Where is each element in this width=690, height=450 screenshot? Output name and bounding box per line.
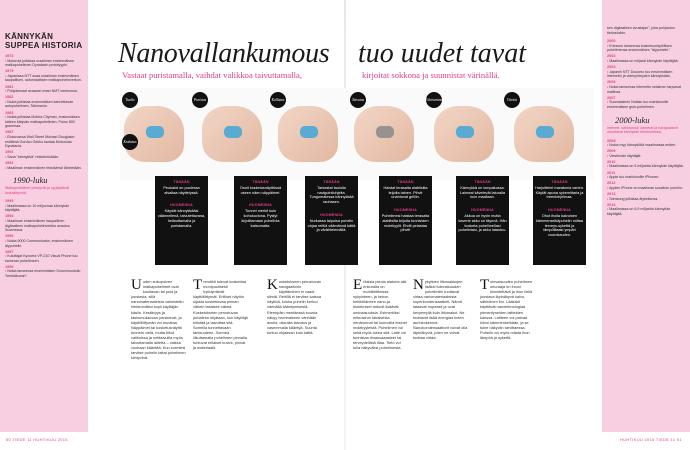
info-box [533,176,586,265]
timeline-text: Motorola julkistaa maailman ensimmäisen matkapuhelimen Dynatacin prototyypin. [5,58,74,68]
timeline-year: 2011 [607,170,616,175]
timeline-year: 1991 [5,150,14,155]
left-sidebar [0,0,88,432]
sidebar-intro: sen digitaalisen avustajan", joka pohjautuu tiedostoihin. [607,26,675,35]
bullet-icon: • [607,59,610,64]
timeline-text: Pohjoismaat avaavat oman NMT-verkkonsa. [7,89,78,94]
today-label: TÄNÄÄN [397,180,414,184]
tomorrow-text: Puhelimesi haistaa terasaita alablisilta teijolta tunnistaen molekyylit. Ehdit pelastaa pihvit! [381,213,430,233]
bullet-icon: • [607,69,610,74]
timeline-year: 1981 [5,84,14,89]
timeline-text: Sana "kännykkä" rekisteröidään. [7,154,59,159]
badge: Värinä [504,92,520,108]
timeline-year: 2007 [607,95,616,100]
badge: Taivutus [350,92,366,108]
timeline-text: Maailmassa on 10 miljoonaa kännykän käyttäjää. [5,203,70,213]
bullet-icon: • [607,207,610,212]
bullet-icon: • [607,43,610,48]
timeline-text: Samsung julkistaa älykellonsa. [609,196,659,201]
timeline-text: Nokia lanseeraa ensimmäisen Sononmuotoilu "kenkäkuvan". [5,269,81,279]
tomorrow-label: HUOMENNA [548,208,571,213]
timeline-item [5,199,83,213]
timeline-text: Nokia 9000 Communicator, ensimmäinen älypuhelin. [5,238,73,248]
badge: Puristus [192,92,208,108]
sidebar-title-line2: SUPPEA HISTORIA [5,41,83,50]
timeline-item [5,250,83,264]
era-title: 2000-luku [615,114,650,125]
timeline-text: Viestinnän käyttäjät. [609,153,642,158]
dropcap: T [193,277,203,293]
timeline-item [5,130,83,148]
bullet-icon: • [607,143,610,148]
bullet-icon: • [607,175,610,180]
timeline-item [607,54,685,63]
device-icon [224,126,242,138]
timeline-item [607,65,685,79]
device-icon [146,126,164,138]
bullet-icon: • [607,85,610,90]
timeline-list [5,199,83,279]
bullet-icon: • [5,154,8,159]
timeline-text: Nokia julkistaa Mobira Cityman, ensimmäisen käteen kätyvän matkapuhelimen. Paino 800 grammaa. [5,115,80,129]
era-subtitle: Matkapuhelimet yleistyvät ja syrjäyttävät lankaliittymät. [5,186,70,195]
era-title: 1990-luku [13,175,48,186]
dropcap: U [131,277,142,293]
right-sidebar [602,0,690,432]
bullet-icon: • [5,238,8,243]
badge: Kallistus [270,92,286,108]
timeline-year: 1992 [5,160,14,165]
today-text: Peukalot on puolessa alvaltaa näyttelyssä. [163,185,200,195]
timeline-text: Applen iPhone on maailman suosituin puhelin. [609,185,683,190]
hand-image [434,106,494,162]
timeline-item [607,192,685,201]
timeline-item [607,203,685,217]
bullet-icon: • [5,99,8,104]
timeline-text: Ericsson lanseeraa kosketusnäytöllisen puhelimensa ensimmäinen "älypuhelin". [607,43,672,53]
hand-image [354,106,414,162]
timeline-item [607,80,685,94]
bullet-icon: • [607,196,610,201]
column-paragraph [353,279,408,350]
device-icon [536,126,554,138]
timeline-item [5,150,83,159]
column-paragraph [413,279,468,340]
timeline-year: 1979 [5,69,14,74]
hand-image [514,106,574,162]
hand-image [278,106,338,162]
timeline-year: 1983 [5,110,14,115]
bullet-icon: • [5,219,8,224]
bullet-icon: • [607,153,610,158]
today-text: Kännykkä on lompakossa. Laimeat kävelevät laturalla kuin maallaan. [460,185,505,200]
timeline-item [5,95,83,109]
timeline-item [5,54,83,68]
era-subtitle: Internet, sähköposti, kamerat ja navigaattorit muuttavat kännykän tietokoneeksi. [607,125,678,134]
today-text: Tarkastat taululla navigointiohjelta. Tungomatessa kännykkää rauhasen. [309,185,354,205]
today-text: Harjoittelet maratonia varten. Käytät apuna sykemittaria ja treeniohjelmaa. [535,185,584,200]
timeline-year: 1999 [5,264,14,269]
article-column [267,279,322,335]
timeline-item [607,139,685,148]
tomorrow-text: Tunnet merkit kuin kohokuviona. Pystyt kirjoittamaan puhelinta katsomatta. [241,209,280,228]
timeline-year: 1987 [5,130,14,135]
info-box [305,176,358,265]
timeline-list [607,139,685,217]
timeline-text: Suomalainen Nokian tuo markkinoille ensimmäisen gsm-puhelimen. [607,100,669,109]
timeline-item [607,160,685,169]
article-column [193,279,248,350]
article-column [353,279,408,350]
bullet-icon: • [5,254,8,259]
tomorrow-label: HUOMENNA [471,208,494,213]
bullet-icon: • [5,73,8,78]
article-column [131,279,186,361]
dropcap: K [267,277,278,293]
timeline-text: Japanissa NTT avaa maailman ensimmäisen kaupallisen, automaattisen matkapuhelinverkon. [5,73,82,83]
sidebar-title [5,32,83,50]
tomorrow-text: Akkua on hyvin mutta kaverie akku on täynnä. Hän kosketa puhelimellasi puhelintasi, ja akku latautuu. [458,213,507,233]
timeline-year: 1996 [5,234,14,239]
hands-illustration [120,88,594,180]
timeline-text: Maailmassa on 5 miljardia kännykän käyttäjää. [609,164,684,169]
timeline-item [5,111,83,129]
headline-left: Nanovallankumous [118,38,330,69]
timeline-year: 2003 [607,65,616,70]
timeline-item [5,234,83,248]
timeline-year: 1973 [5,54,14,58]
column-text: ykyisten litiumakkujen lisäksi tulevaisuuden puhelimiiin tuottavat virtaa nanomateriaaleista superkondensaattorit. Nämä lataavat nopeasti ja ovat kevyempiä kuin litiumakut. Ne tuottavat lisää energiaa kuten aurinkokennot. Nanokondensaattorit voivat olla läpinäkyviä, joten ne voivat tuottaa virtaa. [413,279,468,341]
bullet-icon: • [5,58,8,63]
timeline-text: Apple tuo markkinoille iPhonen. [609,175,660,180]
timeline-text: Elokuvassa Wall Street Michael Douglasin esittämä Gordon Gekko kantaa Motorolan Dynatacia. [5,135,75,149]
info-box [379,176,432,265]
tomorrow-label: HUOMENNA [249,203,272,208]
deck-right: kirjoitat sokkona ja suunnistat värinällä. [362,70,500,80]
timeline-year: 1997 [5,249,14,254]
timeline-item [607,96,685,110]
info-box [456,176,509,265]
column-text: osketukseen perustuvan navigaattorin käyttäminen ei vaadi silmiä. Reitillä ei tarvitse katsoa näyttöä, koska puhelin kertoo värinällä kääntymisestä. Eteenpäin mentäessä suunta näkyy harvinaiseen värinään avulla, oikealla taivutus ja vasemmalla kääntyä. Suunta tuntuu ohjaavan kuin kättä. [267,279,322,335]
timeline-year: 1982 [5,95,14,100]
page-footer-left: 50 TIEDE 11 HUHTIKUU 2015 [6,437,68,442]
bullet-icon: • [5,165,8,170]
bullet-icon: • [5,115,8,120]
article-column [413,279,468,340]
today-text: Haistat terasaita alablisilta teijolta tainen. Pihvit unahtuvat grilliin. [383,185,428,200]
bullet-icon: • [5,269,8,274]
bullet-icon: • [607,185,610,190]
today-label: TÄNÄÄN [551,180,568,184]
tomorrow-text: Ohut iholla kalvoinen kämmenselkäpuhelin mittaa terveys-sykettä ja lämpötilaasi ympäri vuorokauden. [535,213,584,238]
badge: Tuulio [122,92,138,108]
timeline-text: Nokia lanseeraa internetin selaimen tarjoavat mallinsa. [607,85,682,94]
dropcap: N [413,277,424,293]
timeline-text: Japanin NTT Docomo tuo ensimmäisen internetin ja videoyhteyden kännykkään. [607,69,673,79]
badge: Väriseminen [426,92,442,108]
timeline-year: 2000 [607,39,616,44]
timeline-text: Maailmassa on 6,9 miljardia kännykän käyttäjää. [607,207,671,216]
timeline-year: 2008 [607,138,616,143]
timeline-item [5,214,83,232]
timeline-year: 2012 [607,181,616,186]
today-label: TÄNÄÄN [323,180,340,184]
timeline-text: Nokia julkistaa ensimmäisen kannettavan autopuhelimen, Talkmanin. [5,99,74,109]
dropcap: T [480,277,490,293]
timeline-year: 2014 [607,202,616,207]
bullet-icon: • [607,100,610,105]
timeline-text: Maailmassa on miljardi kännykän käyttäjää. [609,59,679,64]
deck-left: Vastaat puristamalla, vaihdat valikkoa taivuttamalla, [122,70,302,80]
info-box [234,176,287,265]
headline-right: tuo uudet tavat [358,38,526,69]
bullet-icon: • [607,164,610,169]
timeline-year: 1993 [5,199,14,204]
bullet-icon: • [5,203,8,208]
timeline-text: Kuluttajat Kyocera VP-210 Visual Phone tuo kameran puhelimeen. [5,254,78,263]
timeline-year: 2002 [607,54,616,59]
device-icon [300,126,318,138]
tomorrow-label: HUOMENNA [170,203,193,208]
column-text: rendikit tulevat koskettaa monipuolisesti hyödyntävät käyttöliittymät. Erilliset näytön sijasta koskettavaa pinnan vähein lakaisee väkeä. Kosketukseen perustuvaa puhelinta ohjataan, kun käyttäjä kiristää ja taivuttaa sitä. Sormilla tunnettavaan tarkkuuteen. Sormea liikuttamalla puhelimen pinnalla tuntuvat erilaiset kuviot, pinnat ja materiaalit. [193,279,248,351]
bullet-icon: • [5,89,8,94]
column-paragraph [480,279,535,340]
dropcap: E [353,277,363,293]
today-label: TÄNÄÄN [252,180,269,184]
today-label: TÄNÄÄN [173,180,190,184]
timeline-item [5,69,83,83]
tomorrow-text: Käydät kännykkääsi väännellenä, taivutettavana, heilauttamalla ja puristamalla. [157,209,206,228]
column-paragraph [267,279,322,335]
timeline-item [607,39,685,53]
timeline-item [5,85,83,94]
timeline-item [5,161,83,170]
tomorrow-label: HUOMENNA [320,212,343,217]
column-text: rilaisia pienia alatoria alki enkuralta on mobiilelitteissa nykyinteen, ja kehon kehitelläneen nano-ja biotekniset antunit lisäävät ominaisuuksia. Esimerkiksi mikrosirun takaisesta nenärunnat tai kunnoilla etsinet molekyyleistä. Puhelimen voi sekä myös tukea sitä. Laite voi tunnistaa ilmansaaasteet tai terveydellistä tilaa. Tieto voi tulla näkyväksi puhelimesta. [353,279,407,351]
today-text: Osoit kosketusnäyttössä useen näen näppäimet. [239,185,282,195]
timeline-item [607,171,685,180]
device-icon [456,126,474,138]
timeline-year: 2013 [607,191,616,196]
timeline-list [5,54,83,170]
column-paragraph [193,279,248,350]
page-footer-right: HUHTIKUU 2015 TIEDE 11 51 [620,437,682,442]
badge: Kosketus [122,134,138,150]
timeline-item [607,181,685,190]
timeline-item [5,265,83,279]
column-text: uden sukupolven matkapuhelimet ovat kuultavan tai pula ja joustavia, sillä nanomateriaaleista valmistettu elektroniikka sopii käyttäjän käsiin. Kestävyys ja taskumukavuus paranevat, ja käyttöliittymän voi muuttaa. Näppäimet tai kosketusnäyttö tunnetu vielä, mutta tilkut valikoissa ja nettiaivuilla myös taivuttamalla laitetta – vaikka vuokaan kääntää. Kun sormiesi tarvitse puhelin taitat puhelimen kiintyvinä. [131,279,186,361]
sidebar-title-line1: KÄNNYKÄN [5,32,54,41]
info-box [155,176,208,265]
column-paragraph [131,279,186,361]
hand-image [202,106,262,162]
timeline-text: Maailman ensimmäinen tekstiviesti lähetetään. [7,165,82,170]
tomorrow-text: Nurkassa taipuisa puhelin ohjaa reittiä väämännä kättä ja värähtelemällä. [307,218,356,233]
timeline-text: Maailman ensimmäinen kaupallinen digitaalinen matkapuhelinverkko avautuu Suomessa. [5,219,70,233]
device-icon [376,126,394,138]
timeline-item [607,149,685,158]
timeline-text: Nokia myy kännyköitä maailmassa eniten. [609,143,677,148]
tomorrow-label: HUOMENNA [394,208,417,213]
timeline-year: 2005 [607,80,616,85]
bullet-icon: • [5,135,8,139]
timeline-list [607,39,685,109]
timeline-year: 2010 [607,159,616,164]
column-text: ulevaisuuden puhelimen seuraaja on ihoon kiinnitettävä ja ihon liellä joustava läpinäkyvä kalvo, sähköinen iho. Lääkärit käyttävät nanoteknologiaa pienentyneiden laitteiden kanssa. Laitteen voi painaa kiinni kämmenselkään, ja se tulee näkyviin tarvittaessa. Puhelin voi myös mitata ihon lämpöä ja sykettä. [480,279,533,341]
timeline-year: 1994 [5,214,14,219]
timeline-year: 2009 [607,149,616,154]
article-column [480,279,535,340]
today-label: TÄNÄÄN [474,180,491,184]
